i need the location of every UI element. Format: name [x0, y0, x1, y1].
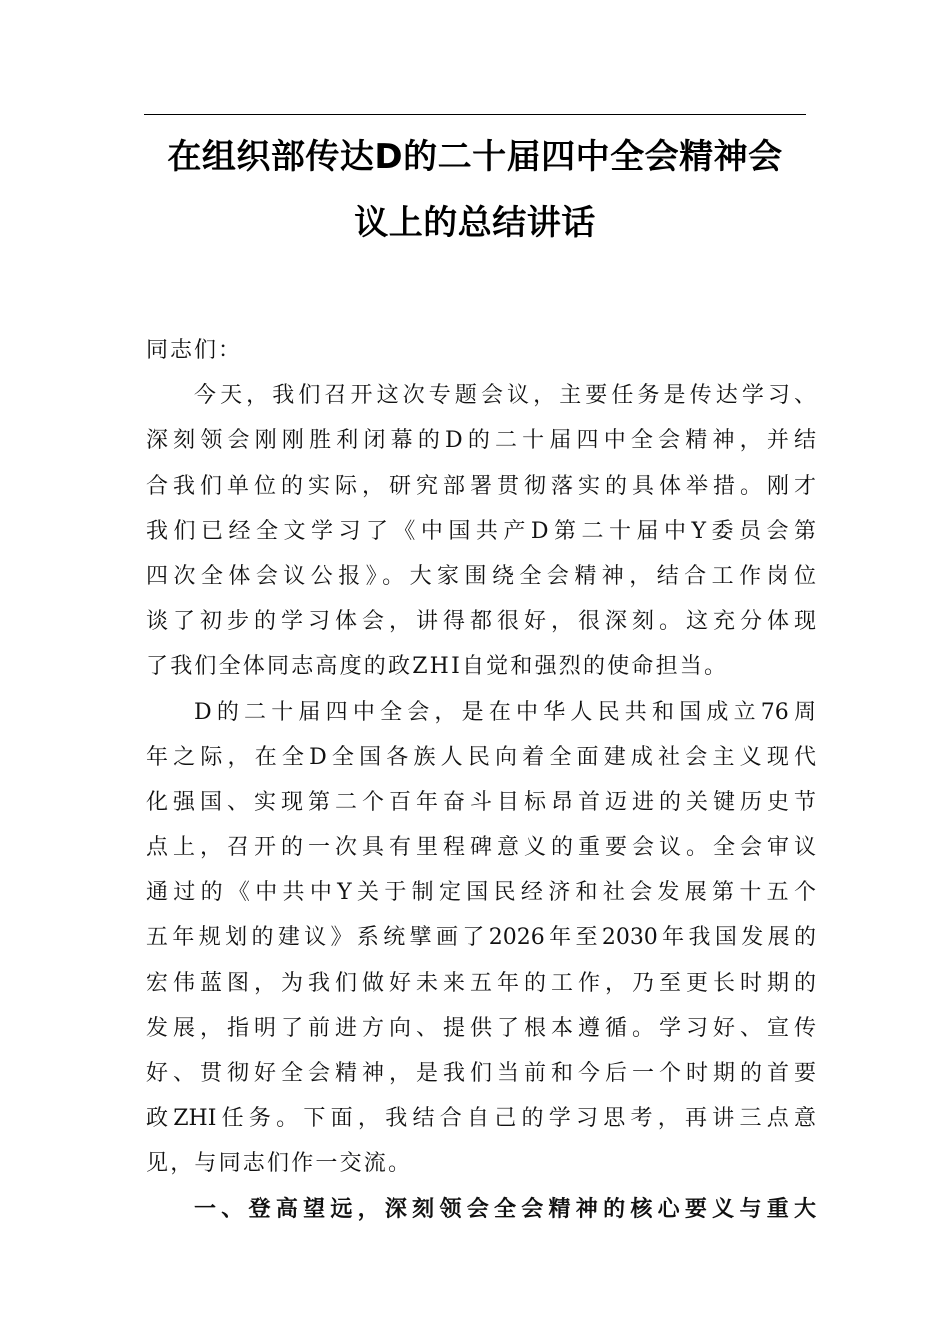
paragraph-line: 通过的《中共中Y关于制定国民经济和社会发展第十五个: [146, 880, 816, 906]
document-title: [144, 124, 806, 256]
paragraph-line: 点上，召开的一次具有里程碑意义的重要会议。全会审议: [146, 835, 816, 861]
paragraph-line: 化强国、实现第二个百年奋斗目标昂首迈进的关键历史节: [146, 789, 816, 815]
paragraph-line: 见，与同志们作一交流。: [146, 1151, 413, 1177]
document-body: [146, 328, 816, 1232]
salutation: 同志们：: [146, 338, 243, 363]
paragraph-line: 政ZHI任务。下面，我结合自己的学习思考，再讲三点意: [146, 1106, 816, 1132]
paragraph-line: 年之际，在全D全国各族人民向着全面建成社会主义现代: [146, 744, 816, 770]
title-line-2: 议上的总结讲话: [354, 203, 596, 243]
section-heading: 一、登高望远，深刻领会全会精神的核心要义与重大: [194, 1196, 816, 1222]
paragraph-line: 五年规划的建议》系统擘画了2026年至2030年我国发展的: [146, 925, 816, 951]
paragraph-line: 好、贯彻好全会精神，是我们当前和今后一个时期的首要: [146, 1061, 816, 1086]
paragraph-line: 了我们全体同志高度的政ZHI自觉和强烈的使命担当。: [146, 654, 729, 680]
title-line-1: 在组织部传达D的二十届四中全会精神会: [167, 137, 783, 177]
paragraph-line: 谈了初步的学习体会，讲得都很好，很深刻。这充分体现: [146, 609, 816, 635]
paragraph-line: 发展，指明了前进方向、提供了根本遵循。学习好、宣传: [146, 1015, 816, 1041]
paragraph-line: D的二十届四中全会，是在中华人民共和国成立76周: [194, 699, 816, 725]
paragraph-line: 我们已经全文学习了《中国共产D第二十届中Y委员会第: [146, 518, 816, 544]
paragraph-line: 合我们单位的实际，研究部署贯彻落实的具体举措。刚才: [146, 473, 816, 499]
paragraph-line: 今天，我们召开这次专题会议，主要任务是传达学习、: [194, 383, 816, 409]
paragraph-line: 四次全体会议公报》。大家围绕全会精神，结合工作岗位: [146, 563, 816, 589]
paragraph-2: [146, 690, 816, 1187]
paragraph-line: 深刻领会刚刚胜利闭幕的D的二十届四中全会精神，并结: [146, 428, 816, 454]
header-rule: [144, 114, 806, 115]
paragraph-1: [146, 373, 816, 689]
paragraph-line: 宏伟蓝图，为我们做好未来五年的工作，乃至更长时期的: [146, 970, 816, 996]
